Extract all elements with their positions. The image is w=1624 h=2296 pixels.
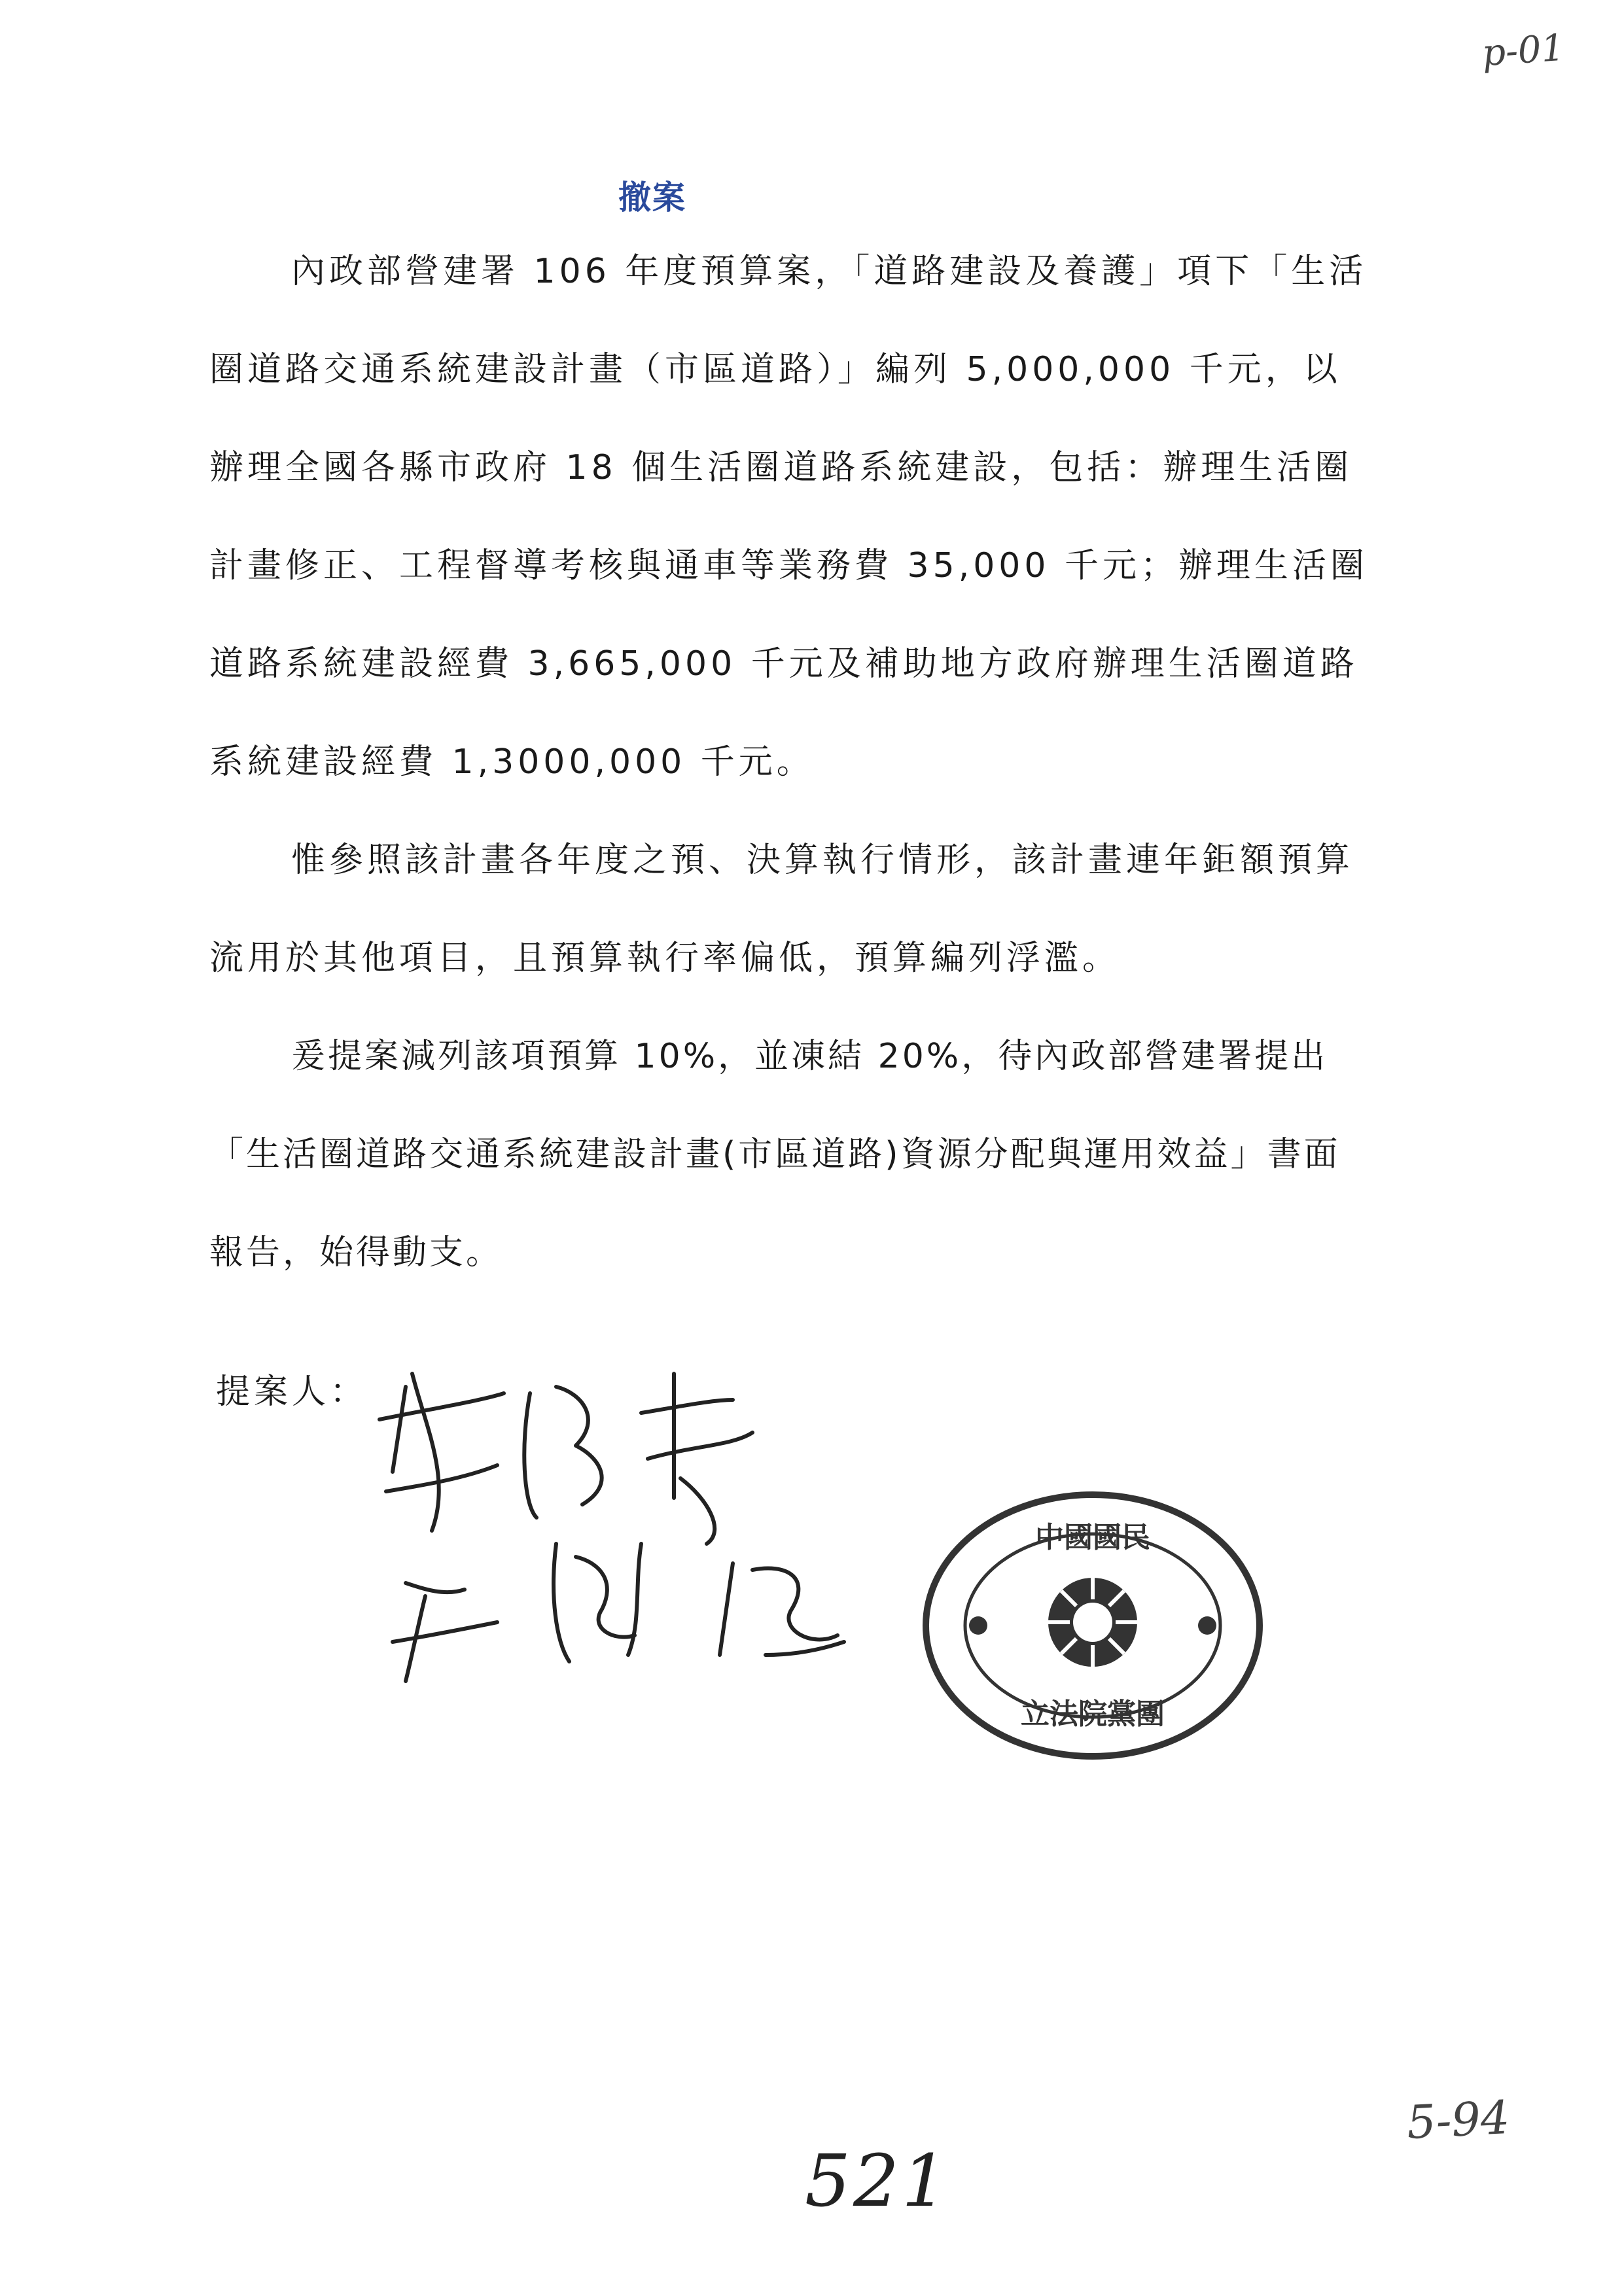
corner-note: p-01 [1480,26,1566,75]
seal-bottom-text: 立法院黨團 [1021,1697,1165,1731]
paragraph-proposal: 爰提案減列該項預算 10%，並凍結 20%，待內政部營建署提出「生活圈道路交通系統建設計畫(市區道路)資源分配與運用效益」書面報告，始得動支。 [209,1037,1341,1272]
document-body [209,222,1374,1302]
seal-top-text: 中國國民 [1035,1521,1150,1554]
withdrawn-stamp-heading: 撤案 [618,179,686,217]
handwritten-signatures [366,1348,903,1714]
paragraph-reason: 惟參照該計畫各年度之預、決算執行情形，該計畫連年鉅額預算流用於其他項目，且預算執行率偏低，預算編列浮濫。 [209,841,1354,978]
paragraph-budget: 內政部營建署 106 年度預算案，「道路建設及養護」項下「生活圈道路交通系統建設計畫（市區道路）」編列 5,000,000 千元，以辦理全國各縣市政府 18 個生活圈道路系統建設，包括：辦理生活圈計畫修正、工程督導考核與通車等業務費 35,000 千元；辦理生活圈道路系統建設經費 3,665,000 千元及補助地方政府辦理生活圈道路系統建設經費 1,3000,000 千元。 [209,252,1369,782]
party-caucus-seal [916,1485,1269,1766]
reference-number: 5-94 [1405,2090,1511,2150]
proposer-label: 提案人： [216,1372,368,1412]
page-number: 521 [805,2139,950,2223]
